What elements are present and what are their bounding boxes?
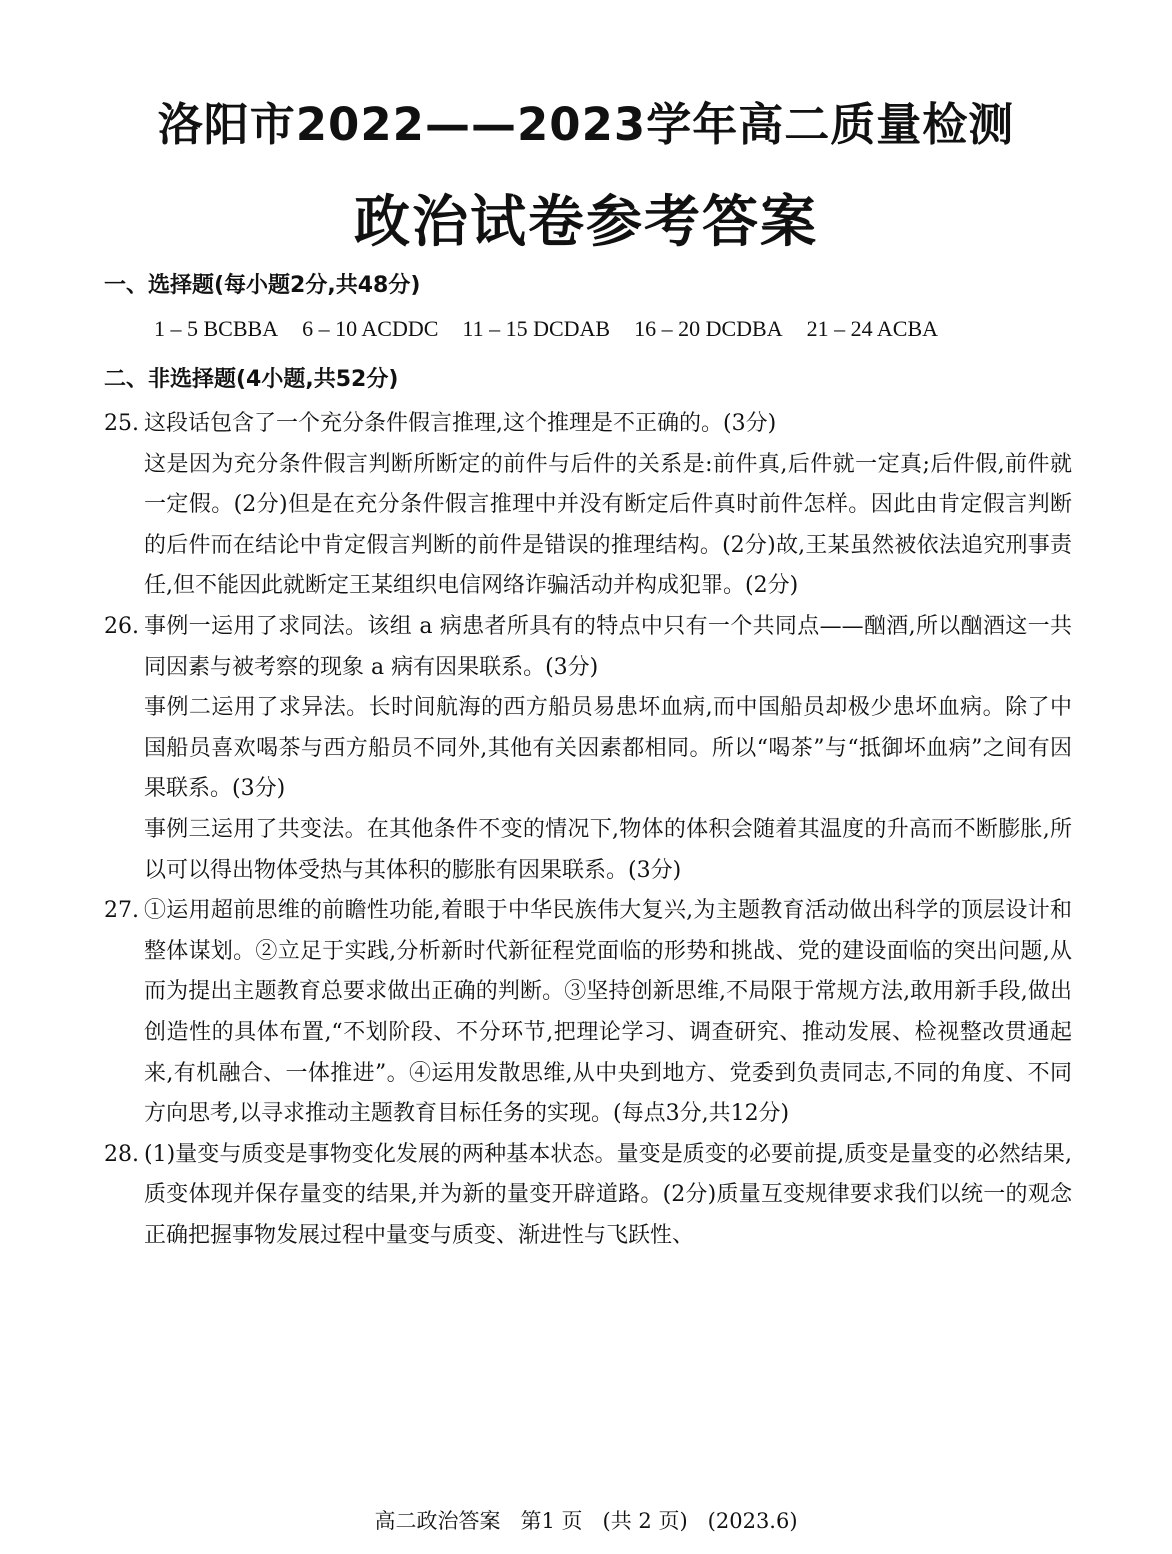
answer-paragraph: ①运用超前思维的前瞻性功能,着眼于中华民族伟大复兴,为主题教育活动做出科学的顶层设计和整体谋划。②立足于实践,分析新时代新征程党面临的形势和挑战、党的建设面临的突出问题,从而为提出主题教育总要求做出正确的判断。③坚持创新思维,不局限于常规方法,敢用新手段,做出创造性的具体布置,“不划阶段、不分环节,把理论学习、调查研究、推动发展、检视整改贯通起来,有机融合、一体推进”。④运用发散思维,从中央到地方、党委到负责同志,不同的角度、不同方向思考,以寻求推动主题教育目标任务的实现。(每点3分,共12分) bbox=[144, 898, 1072, 1127]
answer-paragraph: 事例二运用了求异法。长时间航海的西方船员易患坏血病,而中国船员却极少患坏血病。除了中国船员喜欢喝茶与西方船员不同外,其他有关因素都相同。所以“喝茶”与“抵御坏血病”之间有因果联系。(3分) bbox=[144, 695, 1072, 802]
section-heading-multiple-choice: 一、选择题(每小题2分,共48分) bbox=[104, 273, 421, 298]
answer-paragraph: 事例三运用了共变法。在其他条件不变的情况下,物体的体积会随着其温度的升高而不断膨胀,所以可以得出物体受热与其体积的膨胀有因果联系。(3分) bbox=[144, 816, 1072, 883]
page-footer: 高二政治答案 第1 页 (共 2 页) (2023.6) bbox=[374, 1509, 798, 1533]
answer-paragraph: 这是因为充分条件假言判断所断定的前件与后件的关系是:前件真,后件就一定真;后件假,前件就一定假。(2分)但是在充分条件假言推理中并没有断定后件真时前件怎样。因此由肯定假言判断的后件而在结论中肯定假言判断的前件是错误的推理结构。(2分)故,王某虽然被依法追究刑事责任,但不能因此就断定王某组织电信网络诈骗活动并构成犯罪。(2分) bbox=[144, 451, 1072, 599]
answer-group: 21 – 24 ACBA bbox=[806, 316, 939, 341]
answer-paragraph: 这段话包含了一个充分条件假言推理,这个推理是不正确的。(3分) bbox=[144, 411, 777, 436]
document-title: 政治试卷参考答案 bbox=[354, 189, 818, 255]
answer-group: 16 – 20 DCDBA bbox=[634, 316, 783, 341]
answer-paragraph: (1)量变与质变是事物变化发展的两种基本状态。量变是质变的必要前提,质变是量变的必然结果,质变体现并保存量变的结果,并为新的量变开辟道路。(2分)质量互变规律要求我们以统一的观念正确把握事物发展过程中量变与质变、渐进性与飞跃性、 bbox=[144, 1141, 1072, 1248]
answer-group: 1 – 5 BCBBA bbox=[154, 316, 279, 341]
question-number: 25. bbox=[104, 411, 139, 436]
question-26 bbox=[104, 607, 1072, 891]
answer-group: 11 – 15 DCDAB bbox=[462, 316, 611, 341]
question-number: 27. bbox=[104, 898, 139, 924]
question-number: 28. bbox=[104, 1141, 139, 1167]
section-heading-non-choice: 二、非选择题(4小题,共52分) bbox=[104, 367, 399, 392]
answer-group: 6 – 10 ACDDC bbox=[302, 316, 439, 341]
exam-title: 洛阳市2022——2023学年高二质量检测 bbox=[157, 98, 1015, 151]
question-number: 26. bbox=[104, 613, 139, 639]
answers-content bbox=[104, 404, 1072, 1256]
answer-paragraph: 事例一运用了求同法。该组 a 病患者所具有的特点中只有一个共同点——酗酒,所以酗酒这一共同因素与被考察的现象 a 病有因果联系。(3分) bbox=[144, 613, 1072, 680]
question-25 bbox=[104, 404, 1072, 607]
answer-key-row bbox=[154, 316, 938, 342]
question-28 bbox=[104, 1135, 1072, 1257]
question-27 bbox=[104, 891, 1072, 1135]
